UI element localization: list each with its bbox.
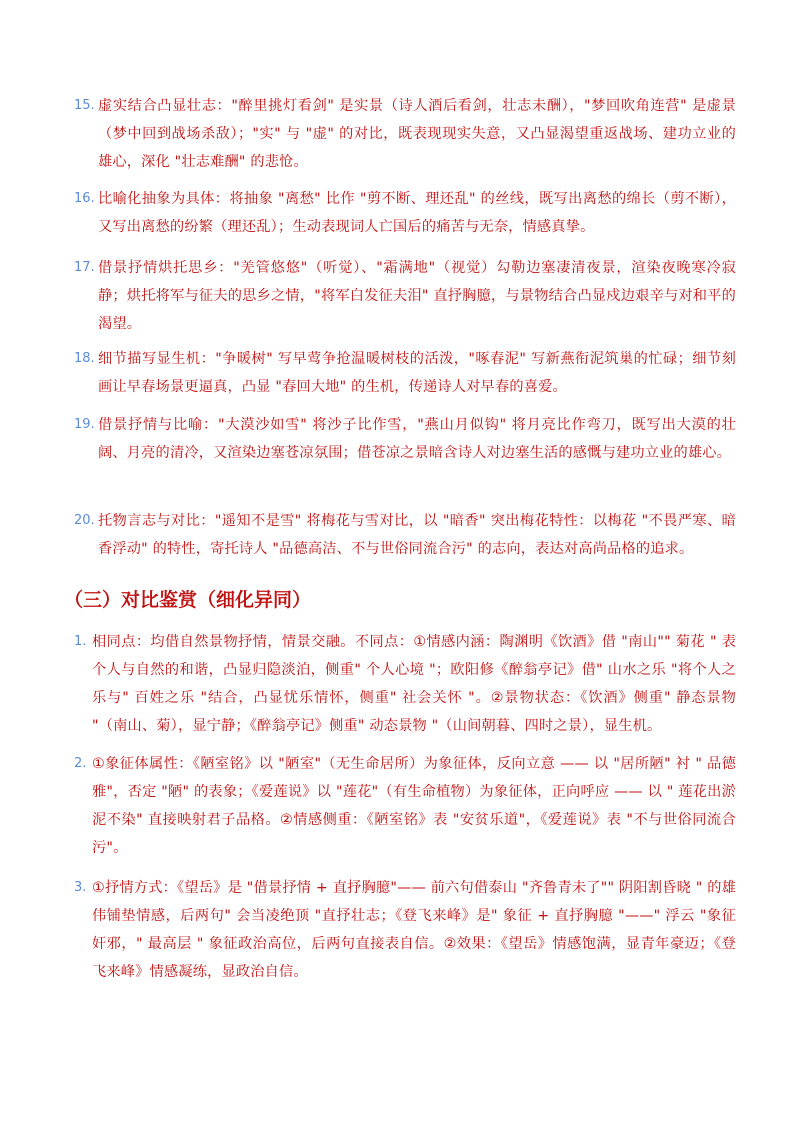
item-text: ①抒情方式：《望岳》是 "借景抒情 + 直抒胸臆"—— 前六句借泰山 "齐鲁青未了"" 阴阳割昏晓 " 的雄伟铺垫情感，后两句" 会当凌绝顶 "直抒壮志；《登飞来峰》是" 象征 + 直抒胸臆 "——" 浮云 "象征奸邪，" 最高层 " 象征政治高位，后两句直接表自信。②效果：《望岳》情感饱满，显青年豪迈；《登飞来峰》情感凝练，显政治自信。: [92, 880, 736, 980]
item-number: 20.: [74, 513, 95, 528]
item-text: 相同点：均借自然景物抒情，情景交融。不同点：①情感内涵：陶渊明《饮酒》借 "南山"" 菊花 " 表个人与自然的和谐，凸显归隐淡泊，侧重" 个人心境 "；欧阳修《醉翁亭记》借" 山水之乐 "将个人之乐与" 百姓之乐 "结合，凸显忧乐情怀，侧重" 社会关怀 "。②景物状态：《饮酒》侧重" 静态景物 "（南山、菊），显宁静；《醉翁亭记》侧重" 动态景物 "（山间朝暮、四时之景），显生机。: [92, 634, 736, 734]
item-number: 19.: [74, 417, 95, 432]
list-item-3: [74, 874, 736, 986]
list-item-2: [74, 750, 736, 862]
list-item-1: [74, 628, 736, 740]
item-text: ①象征体属性：《陋室铭》以 "陋室"（无生命居所）为象征体，反向立意 —— 以 "居所陋" 衬 " 品德雅"，否定 "陋" 的表象；《爱莲说》以 "莲花"（有生命植物）为象征体，正向呼应 —— 以 " 莲花出淤泥不染" 直接映射君子品格。②情感侧重：《陋室铭》表 "安贫乐道"，《爱莲说》表 "不与世俗同流合污"。: [92, 756, 736, 856]
list-item-18: [74, 345, 736, 401]
list-item-16: [74, 185, 736, 241]
item-text: 细节描写显生机："争暖树" 写早莺争抢温暖树枝的活泼，"啄春泥" 写新燕衔泥筑巢的忙碌；细节刻画让早春场景更逼真，凸显 "春回大地" 的生机，传递诗人对早春的喜爱。: [98, 351, 736, 395]
item-text: 托物言志与对比："遥知不是雪" 将梅花与雪对比，以 "暗香" 突出梅花特性：以梅花 "不畏严寒、暗香浮动" 的特性，寄托诗人 "品德高洁、不与世俗同流合污" 的志向，表达对高尚品格的追求。: [98, 513, 736, 557]
list-item-19: [74, 411, 736, 467]
item-number: 2.: [74, 756, 87, 771]
section-heading: （三）对比鉴赏（细化异同）: [64, 589, 312, 611]
item-number: 1.: [74, 634, 87, 649]
item-number: 17.: [74, 260, 95, 275]
list-item-20: [74, 507, 736, 563]
item-number: 3.: [74, 880, 87, 895]
list-item-15: [74, 92, 736, 176]
item-text: 借景抒情与比喻："大漠沙如雪" 将沙子比作雪，"燕山月似钩" 将月亮比作弯刀，既写出大漠的壮阔、月亮的清冷，又渲染边塞苍凉氛围；借苍凉之景暗含诗人对边塞生活的感慨与建功立业的雄心。: [98, 417, 736, 461]
item-text: 比喻化抽象为具体：将抽象 "离愁" 比作 "剪不断、理还乱" 的丝线，既写出离愁的绵长（剪不断），又写出离愁的纷繁（理还乱）；生动表现词人亡国后的痛苦与无奈，情感真挚。: [98, 191, 736, 235]
list-item-17: [74, 254, 736, 338]
item-number: 15.: [74, 98, 95, 113]
item-text: 借景抒情烘托思乡："羌管悠悠"（听觉）、"霜满地"（视觉）勾勒边塞凄清夜景，渲染夜晚寒冷寂静；烘托将军与征夫的思乡之情，"将军白发征夫泪" 直抒胸臆，与景物结合凸显戍边艰辛与对和平的渴望。: [98, 260, 736, 332]
item-number: 16.: [74, 191, 95, 206]
item-number: 18.: [74, 351, 95, 366]
item-text: 虚实结合凸显壮志："醉里挑灯看剑" 是实景（诗人酒后看剑，壮志未酬），"梦回吹角连营" 是虚景（梦中回到战场杀敌）；"实" 与 "虚" 的对比，既表现现实失意，又凸显渴望重返战场、建功立业的雄心，深化 "壮志难酬" 的悲怆。: [98, 98, 736, 170]
